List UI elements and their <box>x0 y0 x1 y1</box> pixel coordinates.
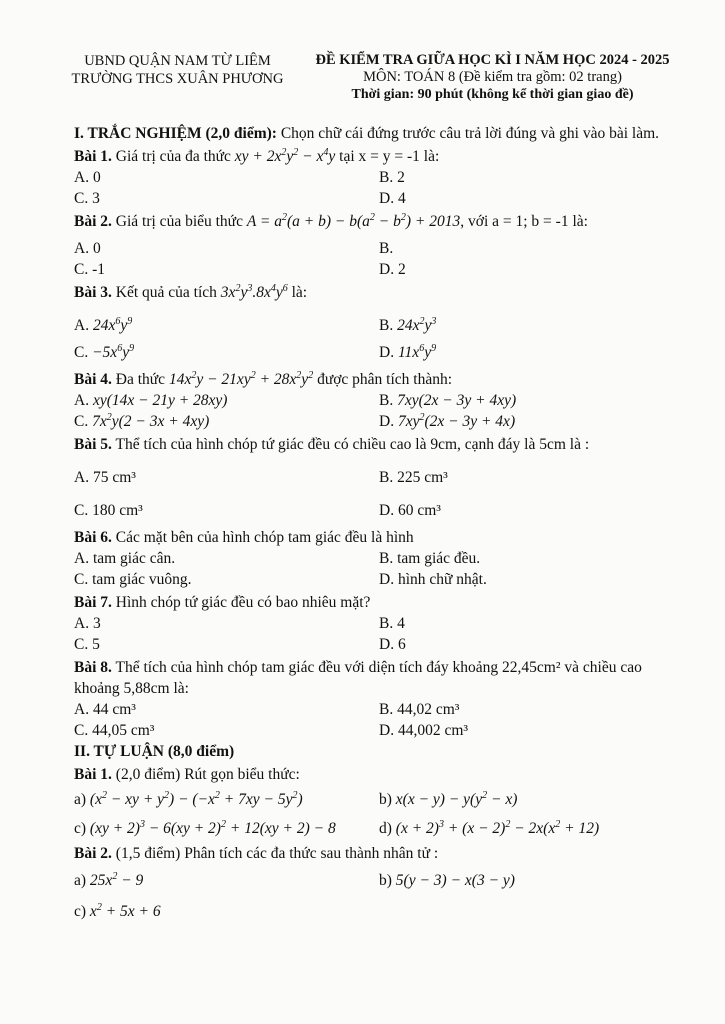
question-7: Bài 7. Hình chóp tứ giác đều có bao nhiêu mặt? <box>74 594 371 611</box>
question-8: Bài 8. Thể tích của hình chóp tam giác đều với diện tích đáy khoảng 22,45cm² và chiều cao khoảng 5,88cm là: <box>74 659 642 697</box>
question-2-options <box>74 238 669 259</box>
option-c[interactable]: C. $7x^2y(2 - 3x + 4xy)$ <box>74 411 210 430</box>
option-d[interactable]: D. $7xy^2(2x - 3y + 4x)$ <box>379 411 516 430</box>
option-b[interactable]: B. 7xy(2x − 3y + 4xy) <box>379 392 517 409</box>
option-a[interactable]: A. 44 cm³ <box>74 701 136 718</box>
option-c[interactable]: C. -1 <box>74 261 105 278</box>
option-c[interactable]: C. 3 <box>74 190 100 207</box>
question-4-options <box>74 390 669 411</box>
problem-1c: c) (xy + 2)$^3$ − 6(xy + 2)$^2$ + 12(xy + 2) − 8 <box>74 818 336 837</box>
option-c[interactable]: C. 180 cm³ <box>74 502 143 519</box>
section-1-heading: I. TRẮC NGHIỆM (2,0 điểm): Chọn chữ cái đứng trước câu trả lời đúng và ghi vào bài làm. <box>74 125 660 142</box>
school-name: TRƯỜNG THCS XUÂN PHƯƠNG <box>71 71 284 87</box>
exam-duration: Thời gian: 90 phút (không kể thời gian giao đề) <box>351 87 634 102</box>
q2-expression: $A = a^2(a + b) - b(a^2 - b^2) + 2013$ <box>246 211 461 230</box>
question-2: Bài 2. Giá trị của biểu thức $A = a^2(a + b) - b(a^2 - b^2) + 2013$, với a = 1; b = -1 là: <box>74 211 588 230</box>
option-b[interactable]: B. 4 <box>379 615 405 632</box>
question-6: Bài 6. Các mặt bên của hình chóp tam giác đều là hình <box>74 529 414 546</box>
option-b[interactable]: B. 2 <box>379 169 405 186</box>
option-d[interactable]: D. $11x^6y^9$ <box>379 342 437 361</box>
question-3: Bài 3. Kết quả của tích $3x^2y^3.8x^4y^6$ là: <box>74 282 308 301</box>
option-a[interactable]: A. 3 <box>74 615 101 632</box>
option-c[interactable]: C. $-5x^6y^9$ <box>74 342 135 361</box>
problem-2: Bài 2. (1,5 điểm) Phân tích các đa thức sau thành nhân tử : <box>74 845 439 862</box>
problem-1: Bài 1. (2,0 điểm) Rút gọn biểu thức: <box>74 766 300 783</box>
option-b[interactable]: B. <box>379 240 394 257</box>
option-b[interactable]: B. 44,02 cm³ <box>379 701 460 718</box>
problem-2c: c) $x^2 + 5x + 6$ <box>74 901 161 920</box>
option-a[interactable]: A. 0 <box>74 169 101 186</box>
exam-title: ĐỀ KIỂM TRA GIỮA HỌC KÌ I NĂM HỌC 2024 - 2025 <box>315 52 670 68</box>
question-5: Bài 5. Thể tích của hình chóp tứ giác đều có chiều cao là 9cm, cạnh đáy là 5cm là : <box>74 436 590 453</box>
option-d[interactable]: D. 2 <box>379 261 406 278</box>
q4-polynomial: $14x^2y - 21xy^2 + 28x^2y^2$ <box>168 369 314 388</box>
exam-content <box>74 123 669 922</box>
question-6-options <box>74 548 669 569</box>
section-2-heading: II. TỰ LUẬN (8,0 điểm) <box>74 743 235 760</box>
problem-1d: d) $(x + 2)^3 + (x - 2)^2 - 2x(x^2 + 12)$ <box>379 818 600 837</box>
question-4: Bài 4. Đa thức $14x^2y - 21xy^2 + 28x^2y^2$ được phân tích thành: <box>74 369 453 388</box>
question-1: Bài 1. Giá trị của đa thức xy + $2x^2y^2 - x^4y$ tại x = y = -1 là: <box>74 146 440 165</box>
option-a[interactable]: A. xy(14x − 21y + 28xy) <box>74 392 228 409</box>
problem-2b: b) 5(y − 3) − x(3 − y) <box>379 872 515 889</box>
district-name: UBND QUẬN NAM TỪ LIÊM <box>84 53 271 69</box>
option-b[interactable]: B. tam giác đều. <box>379 550 481 567</box>
option-b[interactable]: B. 225 cm³ <box>379 469 448 486</box>
option-c[interactable]: C. tam giác vuông. <box>74 571 192 588</box>
option-b[interactable]: B. $24x^2y^3$ <box>379 315 437 334</box>
problem-1b: b) $x(x - y) - y(y^2 - x)$ <box>379 789 518 808</box>
question-5-options <box>74 467 669 488</box>
q3-product: $3x^2y^3.8x^4y^6$ <box>220 282 288 301</box>
question-8-options <box>74 699 669 720</box>
question-7-options <box>74 613 669 634</box>
problem-1a: a) ($x^2$ − xy + $y^2) - (-x^2 + 7xy - 5y^2)$ <box>74 789 303 808</box>
option-a[interactable]: A. $24x^6y^9$ <box>74 315 133 334</box>
question-1-options <box>74 167 669 188</box>
option-a[interactable]: A. tam giác cân. <box>74 550 176 567</box>
problem-2a: a) $25x^2 - 9$ <box>74 870 144 889</box>
option-a[interactable]: A. 0 <box>74 240 101 257</box>
option-d[interactable]: D. hình chữ nhật. <box>379 571 487 588</box>
q1-polynomial: xy + $2x^2y^2 - x^4y$ <box>234 146 336 165</box>
option-a[interactable]: A. 75 cm³ <box>74 469 136 486</box>
option-d[interactable]: D. 4 <box>379 190 406 207</box>
exam-header <box>300 52 685 103</box>
option-c[interactable]: C. 44,05 cm³ <box>74 722 155 739</box>
school-header <box>60 52 295 88</box>
option-d[interactable]: D. 6 <box>379 636 406 653</box>
exam-subject: MÔN: TOÁN 8 (Đề kiểm tra gồm: 02 trang) <box>363 69 622 85</box>
option-d[interactable]: D. 44,002 cm³ <box>379 722 469 739</box>
question-3-options <box>74 315 669 336</box>
problem-2-items <box>74 870 669 891</box>
option-d[interactable]: D. 60 cm³ <box>379 502 441 519</box>
problem-1-items <box>74 789 669 810</box>
option-c[interactable]: C. 5 <box>74 636 100 653</box>
